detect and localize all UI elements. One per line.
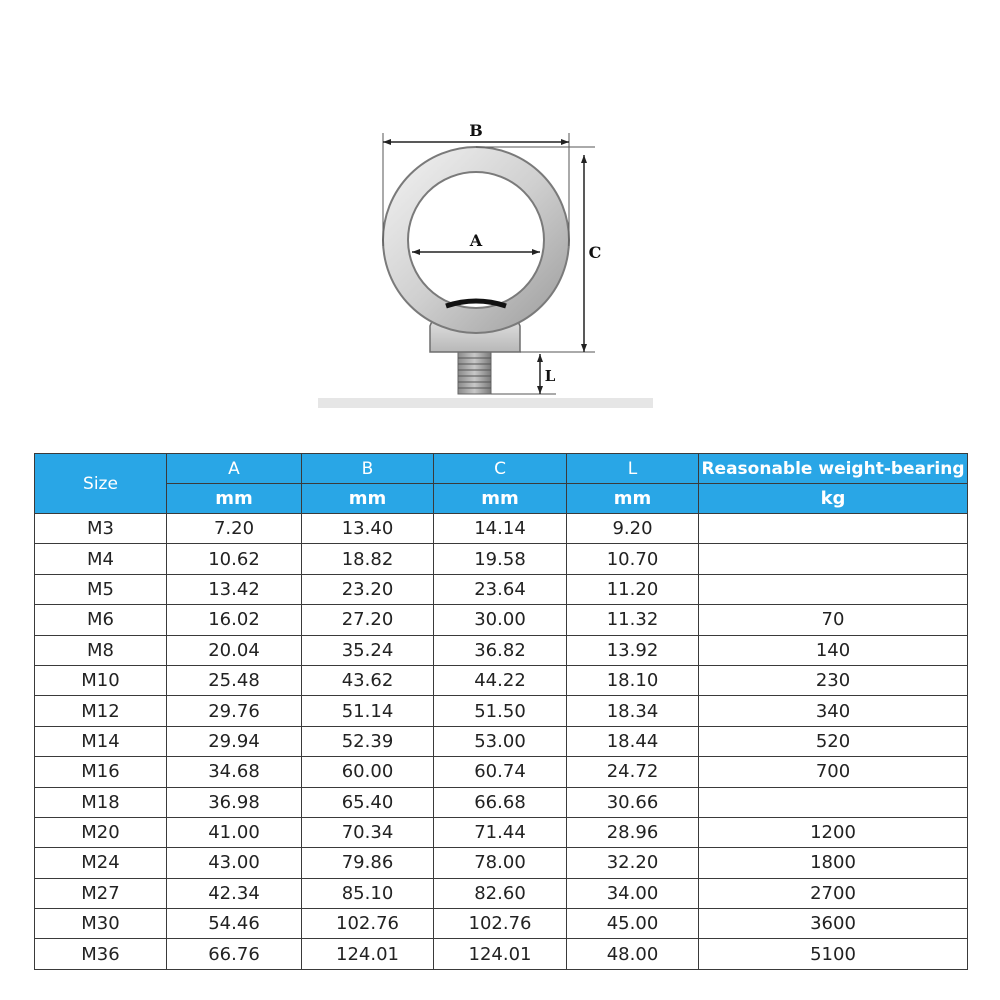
unit-b: mm	[302, 484, 434, 514]
cell-b: 65.40	[302, 787, 434, 817]
cell-c: 102.76	[434, 909, 567, 939]
cell-a: 54.46	[167, 909, 302, 939]
cell-c: 82.60	[434, 878, 567, 908]
cell-size: M30	[35, 909, 167, 939]
cell-weight	[699, 787, 968, 817]
unit-l: mm	[567, 484, 699, 514]
cell-b: 124.01	[302, 939, 434, 969]
table-row	[35, 787, 968, 817]
column-header-weight: Reasonable weight-bearing	[699, 454, 968, 484]
size-header: Size	[35, 454, 167, 514]
cell-a: 36.98	[167, 787, 302, 817]
cell-size: M18	[35, 787, 167, 817]
cell-weight: 1200	[699, 817, 968, 847]
cell-b: 23.20	[302, 574, 434, 604]
cell-a: 20.04	[167, 635, 302, 665]
table-row	[35, 848, 968, 878]
dimension-c-label: C	[588, 243, 602, 262]
cell-weight: 5100	[699, 939, 968, 969]
cell-l: 24.72	[567, 757, 699, 787]
cell-c: 60.74	[434, 757, 567, 787]
cell-a: 34.68	[167, 757, 302, 787]
cell-weight: 140	[699, 635, 968, 665]
cell-size: M4	[35, 544, 167, 574]
cell-b: 13.40	[302, 514, 434, 544]
table-row	[35, 635, 968, 665]
cell-l: 48.00	[567, 939, 699, 969]
cell-l: 45.00	[567, 909, 699, 939]
cell-c: 51.50	[434, 696, 567, 726]
unit-a: mm	[167, 484, 302, 514]
cell-size: M36	[35, 939, 167, 969]
dimension-a-label: A	[469, 231, 483, 250]
cell-size: M5	[35, 574, 167, 604]
cell-c: 71.44	[434, 817, 567, 847]
cell-l: 28.96	[567, 817, 699, 847]
cell-a: 29.94	[167, 726, 302, 756]
cell-l: 32.20	[567, 848, 699, 878]
cell-a: 66.76	[167, 939, 302, 969]
cell-weight	[699, 514, 968, 544]
cell-b: 51.14	[302, 696, 434, 726]
table-row	[35, 939, 968, 969]
table-row	[35, 817, 968, 847]
cell-a: 43.00	[167, 848, 302, 878]
cell-b: 70.34	[302, 817, 434, 847]
cell-size: M14	[35, 726, 167, 756]
size-spec-table	[34, 453, 968, 970]
cell-c: 44.22	[434, 665, 567, 695]
cell-weight: 70	[699, 605, 968, 635]
column-header-b: B	[302, 454, 434, 484]
cell-weight: 3600	[699, 909, 968, 939]
cell-c: 78.00	[434, 848, 567, 878]
cell-b: 79.86	[302, 848, 434, 878]
cell-b: 52.39	[302, 726, 434, 756]
cell-weight: 520	[699, 726, 968, 756]
header-row-names	[35, 454, 968, 484]
cell-size: M10	[35, 665, 167, 695]
cell-b: 85.10	[302, 878, 434, 908]
unit-weight: kg	[699, 484, 968, 514]
cell-size: M3	[35, 514, 167, 544]
table-row	[35, 757, 968, 787]
cell-a: 41.00	[167, 817, 302, 847]
cell-size: M20	[35, 817, 167, 847]
cell-b: 102.76	[302, 909, 434, 939]
table-row	[35, 726, 968, 756]
table-row	[35, 665, 968, 695]
cell-b: 18.82	[302, 544, 434, 574]
dimension-b-label: B	[469, 121, 483, 140]
table-row	[35, 514, 968, 544]
cell-size: M8	[35, 635, 167, 665]
cell-c: 19.58	[434, 544, 567, 574]
cell-l: 13.92	[567, 635, 699, 665]
cell-size: M12	[35, 696, 167, 726]
cell-b: 43.62	[302, 665, 434, 695]
cell-c: 124.01	[434, 939, 567, 969]
table-row	[35, 574, 968, 604]
column-header-a: A	[167, 454, 302, 484]
cell-b: 60.00	[302, 757, 434, 787]
cell-c: 30.00	[434, 605, 567, 635]
table-row	[35, 878, 968, 908]
cell-b: 35.24	[302, 635, 434, 665]
eye-nut-dimension-diagram	[0, 0, 1000, 440]
cell-a: 13.42	[167, 574, 302, 604]
thread-stud	[458, 352, 491, 394]
cell-size: M16	[35, 757, 167, 787]
cell-l: 10.70	[567, 544, 699, 574]
cell-weight: 1800	[699, 848, 968, 878]
cell-weight: 230	[699, 665, 968, 695]
cell-b: 27.20	[302, 605, 434, 635]
cell-l: 30.66	[567, 787, 699, 817]
cell-weight: 2700	[699, 878, 968, 908]
dimension-l-label: L	[544, 367, 556, 385]
cell-c: 14.14	[434, 514, 567, 544]
cell-l: 34.00	[567, 878, 699, 908]
cell-size: M27	[35, 878, 167, 908]
cell-a: 42.34	[167, 878, 302, 908]
cell-weight: 340	[699, 696, 968, 726]
cell-a: 25.48	[167, 665, 302, 695]
cell-a: 7.20	[167, 514, 302, 544]
cell-weight	[699, 544, 968, 574]
unit-c: mm	[434, 484, 567, 514]
cell-c: 36.82	[434, 635, 567, 665]
cell-size: M24	[35, 848, 167, 878]
cell-weight: 700	[699, 757, 968, 787]
table-row	[35, 909, 968, 939]
cell-l: 18.44	[567, 726, 699, 756]
cell-a: 29.76	[167, 696, 302, 726]
table-body	[35, 514, 968, 970]
cell-l: 18.10	[567, 665, 699, 695]
cell-size: M6	[35, 605, 167, 635]
cell-a: 16.02	[167, 605, 302, 635]
cell-a: 10.62	[167, 544, 302, 574]
table-row	[35, 696, 968, 726]
cell-l: 9.20	[567, 514, 699, 544]
ground-shadow	[318, 398, 653, 408]
cell-l: 11.20	[567, 574, 699, 604]
cell-c: 66.68	[434, 787, 567, 817]
cell-l: 11.32	[567, 605, 699, 635]
table-row	[35, 605, 968, 635]
column-header-l: L	[567, 454, 699, 484]
column-header-c: C	[434, 454, 567, 484]
table-row	[35, 544, 968, 574]
cell-c: 23.64	[434, 574, 567, 604]
cell-l: 18.34	[567, 696, 699, 726]
header-row-units	[35, 484, 968, 514]
cell-weight	[699, 574, 968, 604]
cell-c: 53.00	[434, 726, 567, 756]
